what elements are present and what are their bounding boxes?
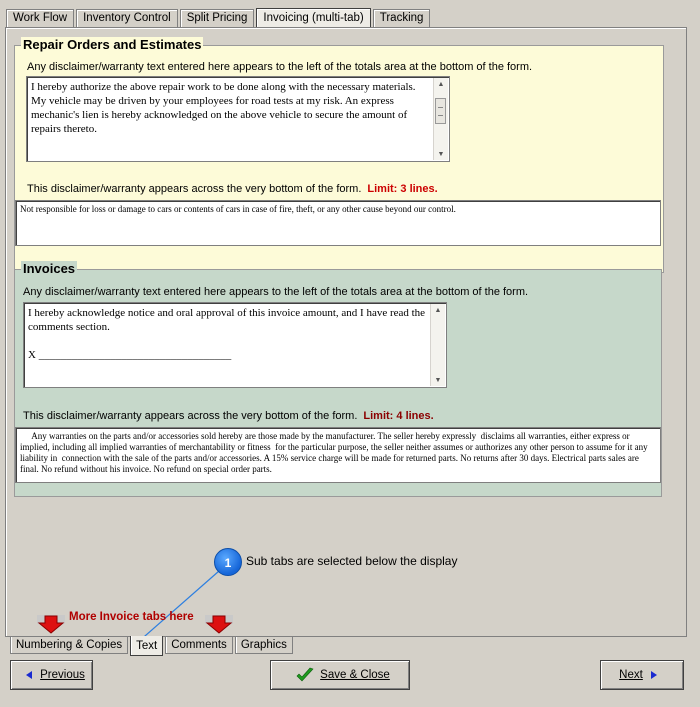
sub-tab-strip — [10, 637, 295, 659]
scroll-up-icon[interactable]: ▲ — [434, 306, 442, 314]
repair-bottom-text: Not responsible for loss or damage to cars or contents of cars in case of fire, theft, or any other cause beyond our control. — [20, 204, 456, 214]
invoice-totals-text: I hereby acknowledge notice and oral approval of this invoice amount, and I have read the comments section. X ___________________________________ — [28, 307, 426, 361]
subtab-numbering-copies[interactable]: Numbering & Copies — [10, 637, 128, 654]
scroll-down-icon[interactable]: ▼ — [434, 376, 442, 384]
previous-button-label: Previous — [40, 669, 85, 681]
tab-invoicing[interactable]: Invoicing (multi-tab) — [256, 8, 370, 28]
arrow-left-icon — [24, 670, 34, 680]
invoice-limit-badge: Limit: 4 lines. — [363, 410, 434, 422]
invoice-bottom-label: This disclaimer/warranty appears across the very bottom of the form. — [23, 410, 358, 422]
callout-text: Sub tabs are selected below the display — [246, 554, 458, 568]
subtab-text[interactable]: Text — [130, 636, 163, 656]
subtab-comments[interactable]: Comments — [165, 637, 233, 654]
tab-work-flow[interactable]: Work Flow — [6, 9, 74, 27]
red-down-arrow-icon — [36, 614, 66, 634]
callout-number-badge: 1 — [214, 548, 242, 576]
subtab-graphics[interactable]: Graphics — [235, 637, 293, 654]
invoices-title: Invoices — [23, 261, 76, 276]
scroll-up-icon[interactable]: ▲ — [437, 80, 445, 88]
scroll-down-icon[interactable]: ▼ — [437, 150, 445, 158]
red-down-arrow-icon — [204, 614, 234, 634]
next-button-label: Next — [619, 669, 643, 681]
next-button[interactable] — [600, 660, 684, 690]
invoice-totals-label: Any disclaimer/warranty text entered here appears to the left of the totals area at the bottom of the form. — [23, 286, 529, 298]
more-invoice-tabs-label: More Invoice tabs here — [69, 611, 194, 623]
repair-totals-text: I hereby authorize the above repair work to be done along with the necessary materials. My vehicle may be driven by your employees for road tests at my risk. An express mechanic's lien is hereby acknowledged on the above vehicle to secure the amount of repairs thereto. — [31, 81, 419, 135]
tab-tracking[interactable]: Tracking — [373, 9, 431, 27]
repair-totals-label: Any disclaimer/warranty text entered here appears to the left of the totals area at the bottom of the form. — [27, 61, 533, 73]
invoice-bottom-text: Any warranties on the parts and/or accessories sold hereby are those made by the manufacturer. The seller hereby expressly disclaims all warranties, either express or implied, including all implied warranties of merchantability or fitness for the particular purpose, the seller neither assumes or authorizes any other person to assume for it any liability in connection with the sale of the parts and/or accessories. A 15% service charge will be made for returned parts. No returns after 30 days. Electrical parts sales are final. No refund without his invoice. No refund on special order parts. — [20, 431, 650, 474]
checkmark-icon — [296, 667, 314, 683]
previous-button[interactable] — [10, 660, 93, 690]
save-close-button[interactable] — [270, 660, 410, 690]
repair-bottom-label: This disclaimer/warranty appears across the very bottom of the form. — [27, 183, 362, 195]
tab-inventory-control[interactable]: Inventory Control — [76, 9, 178, 27]
save-close-button-label: Save & Close — [320, 669, 390, 681]
repair-orders-title: Repair Orders and Estimates — [23, 37, 202, 52]
arrow-right-icon — [649, 670, 659, 680]
repair-limit-badge: Limit: 3 lines. — [367, 183, 438, 195]
tab-split-pricing[interactable]: Split Pricing — [180, 9, 255, 27]
